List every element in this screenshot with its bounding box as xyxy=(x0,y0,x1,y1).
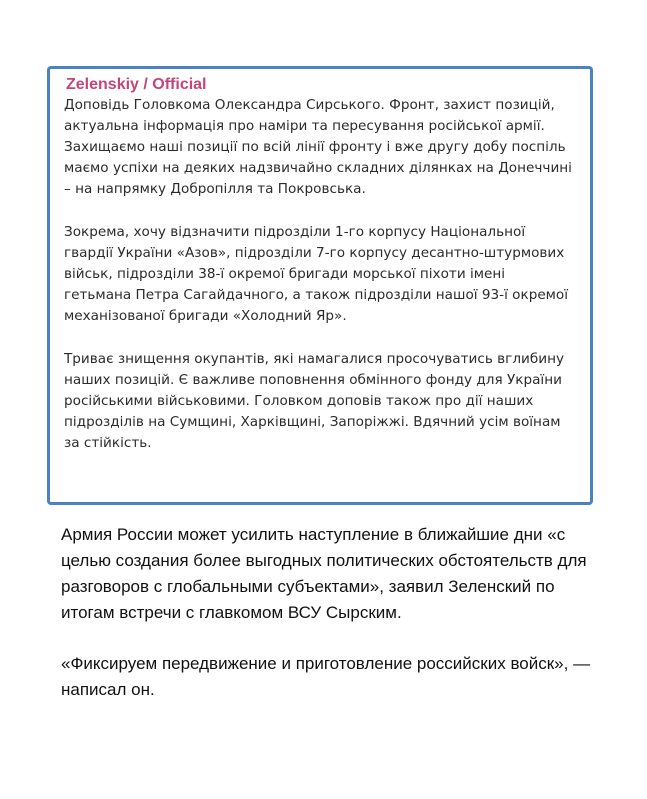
article-body xyxy=(61,522,601,703)
channel-name: Zelenskiy / Official xyxy=(66,76,207,93)
telegram-post-screenshot xyxy=(47,66,593,505)
paragraph-spacer xyxy=(64,200,576,222)
post-paragraph-3: Триває знищення окупантів, які намагалися просочуватись вглибину наших позицій. Є важливе поповнення обмінного фонду для України російськими військовими. Головком доповів також про дії наших підрозділів на Сумщині, Харківщині, Запоріжжі. Вдячний усім воїнам за стійкість. xyxy=(64,351,564,451)
article-paragraph-1: Армия России может усилить наступление в ближайшие дни «с целью создания более выгодных политических обстоятельств для разговоров с глобальными субъектами», заявил Зеленский по итогам встречи с главкомом ВСУ Сырским. xyxy=(61,525,587,622)
paragraph-spacer xyxy=(61,626,601,651)
post-paragraph-2: Зокрема, хочу відзначити підрозділи 1-го корпусу Національної гвардії України «Азов», підрозділи 7-го корпусу десантно-штурмових військ, підрозділи 38-ї окремої бригади морської піхоти імені гетьмана Петра Сагайдачного, а також підрозділи нашої 93-ї окремої механізованої бригади «Холодний Яр». xyxy=(64,224,569,324)
paragraph-spacer xyxy=(64,327,576,349)
article-paragraph-2: «Фиксируем передвижение и приготовление российских войск», — написал он. xyxy=(61,654,591,699)
post-paragraph-1: Доповідь Головкома Олександра Сирського. Фронт, захист позицій, актуальна інформація про наміри та пересування російської армії. Захищаємо наші позиції по всій лінії фронту і вже другу добу поспіль маємо успіхи на деяких надзвичайно складних ділянках на Донеччині – на напрямку Добропілля та Покровська. xyxy=(64,97,572,197)
